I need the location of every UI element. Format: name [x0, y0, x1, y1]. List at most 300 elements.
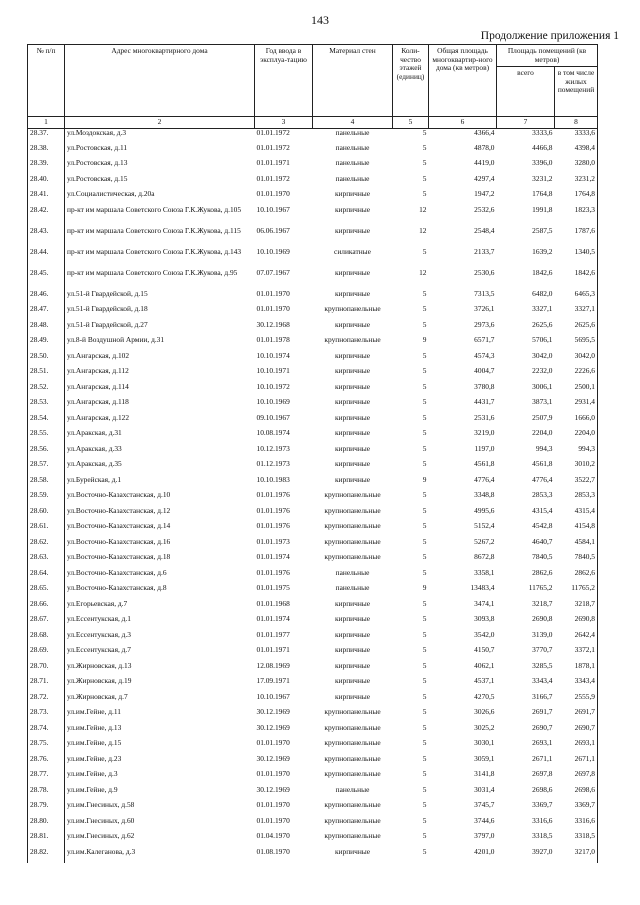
year: 30.12.1969 [256, 723, 290, 732]
row-number: 28.76. [30, 754, 49, 763]
table-row [28, 248, 598, 269]
year: 01.01.1976 [256, 506, 290, 515]
row-number: 28.41. [30, 190, 49, 199]
residential-area: 2853,3 [574, 491, 595, 500]
residential-area: 3333,6 [574, 128, 595, 137]
premises-area: 4561,8 [532, 460, 553, 469]
floors: 5 [422, 128, 427, 137]
floors: 9 [422, 475, 427, 484]
floors: 5 [422, 506, 427, 515]
wall-material: панельные [335, 128, 370, 137]
address: ул.51-й Гвардейской, д.18 [65, 305, 255, 321]
address: пр-кт им маршала Советского Союза Г.К.Жукова, д.105 [65, 206, 255, 227]
floors: 5 [422, 289, 427, 298]
address: ул.им.Гнесиных, д.62 [65, 832, 255, 848]
premises-area: 2204,0 [532, 429, 553, 438]
total-area: 4419,0 [474, 159, 495, 168]
address: ул.Восточно-Казахстанская, д.14 [65, 522, 255, 538]
address: ул.им.Гейне, д.15 [65, 739, 255, 755]
table-row [28, 445, 598, 461]
premises-area: 2587,5 [532, 226, 553, 235]
wall-material: кирпичные [334, 351, 371, 360]
residential-area: 3372,1 [574, 646, 595, 655]
row-number: 28.44. [30, 247, 49, 256]
residential-area: 2555,9 [574, 692, 595, 701]
total-area: 3030,1 [474, 739, 495, 748]
floors: 12 [419, 226, 427, 235]
column-number: 7 [497, 117, 555, 129]
address: ул.им.Калеганова, д.3 [65, 848, 255, 864]
row-number: 28.68. [30, 630, 49, 639]
premises-area: 11765,2 [528, 584, 553, 593]
residential-area: 3522,7 [574, 475, 595, 484]
address: ул.Ессентукская, д.3 [65, 631, 255, 647]
address: пр-кт им маршала Советского Союза Г.К.Жукова, д.143 [65, 248, 255, 269]
floors: 5 [422, 429, 427, 438]
residential-area: 2204,0 [574, 429, 595, 438]
residential-area: 7840,5 [574, 553, 595, 562]
table-row [28, 507, 598, 523]
row-number: 28.65. [30, 584, 49, 593]
year: 07.07.1967 [256, 268, 290, 277]
page-number: 143 [311, 13, 329, 27]
floors: 5 [422, 159, 427, 168]
address: ул.Ессентукская, д.1 [65, 615, 255, 631]
premises-area: 3166,7 [532, 692, 553, 701]
residential-area: 2931,4 [574, 398, 595, 407]
continuation-heading: Продолжение приложения 1 [480, 30, 619, 42]
wall-material: панельные [335, 159, 370, 168]
address: ул.Аракская, д.31 [65, 429, 255, 445]
row-number: 28.56. [30, 444, 49, 453]
table-header [28, 45, 598, 129]
row-number: 28.70. [30, 661, 49, 670]
address: ул.им.Гнесиных, д.58 [65, 801, 255, 817]
table-row [28, 553, 598, 569]
row-number: 28.43. [30, 226, 49, 235]
total-area: 3031,4 [474, 785, 495, 794]
wall-material: кирпичные [334, 444, 371, 453]
row-number: 28.74. [30, 723, 49, 732]
year: 01.01.1970 [256, 289, 290, 298]
address: ул.Моздокская, д.3 [65, 128, 255, 144]
address: ул.Восточно-Казахстанская, д.16 [65, 538, 255, 554]
address: пр-кт им маршала Советского Союза Г.К.Жукова, д.95 [65, 269, 255, 290]
row-number: 28.69. [30, 646, 49, 655]
table-body [28, 128, 598, 863]
row-number: 28.55. [30, 429, 49, 438]
residential-area: 2862,6 [574, 568, 595, 577]
housing-table [27, 44, 598, 863]
table-row [28, 336, 598, 352]
table-row [28, 724, 598, 740]
year: 10.10.1974 [256, 351, 290, 360]
floors: 5 [422, 522, 427, 531]
wall-material: крупнопанельные [324, 832, 381, 841]
wall-material: кирпичные [334, 630, 371, 639]
total-area: 2532,6 [474, 205, 495, 214]
premises-area: 3316,6 [532, 816, 553, 825]
wall-material: кирпичные [334, 646, 371, 655]
premises-area: 3318,5 [532, 832, 553, 841]
premises-area: 2697,8 [532, 770, 553, 779]
table-row [28, 584, 598, 600]
year: 17.09.1971 [256, 677, 290, 686]
total-area: 4270,5 [474, 692, 495, 701]
year: 01.01.1973 [256, 537, 290, 546]
residential-area: 3042,0 [574, 351, 595, 360]
table-row [28, 414, 598, 430]
floors: 12 [419, 268, 427, 277]
total-area: 3059,1 [474, 754, 495, 763]
premises-area: 1842,6 [532, 268, 553, 277]
table-row [28, 693, 598, 709]
address: ул.им.Гейне, д.23 [65, 755, 255, 771]
wall-material: силикатные [334, 247, 371, 256]
floors: 5 [422, 847, 427, 856]
wall-material: крупнопанельные [324, 506, 381, 515]
residential-area: 3280,0 [574, 159, 595, 168]
premises-area: 2853,3 [532, 491, 553, 500]
premises-area: 3927,0 [532, 847, 553, 856]
year: 10.10.1972 [256, 382, 290, 391]
wall-material: крупнопанельные [324, 305, 381, 314]
table-row [28, 786, 598, 802]
wall-material: крупнопанельные [324, 754, 381, 763]
table-row [28, 755, 598, 771]
year: 10.08.1974 [256, 429, 290, 438]
address: ул.Восточно-Казахстанская, д.8 [65, 584, 255, 600]
floors: 5 [422, 739, 427, 748]
total-area: 13483,4 [470, 584, 495, 593]
floors: 5 [422, 568, 427, 577]
table-row [28, 770, 598, 786]
year: 01.08.1970 [256, 847, 290, 856]
row-number: 28.61. [30, 522, 49, 531]
residential-area: 2693,1 [574, 739, 595, 748]
total-area: 3474,1 [474, 599, 495, 608]
year: 01.01.1970 [256, 305, 290, 314]
wall-material: кирпичные [334, 190, 371, 199]
address: ул.им.Гейне, д.3 [65, 770, 255, 786]
residential-area: 3010,2 [574, 460, 595, 469]
residential-area: 1787,6 [574, 226, 595, 235]
total-area: 3780,8 [474, 382, 495, 391]
year: 01.01.1970 [256, 739, 290, 748]
year: 01.01.1970 [256, 190, 290, 199]
premises-area: 2691,7 [532, 708, 553, 717]
column-number: 6 [429, 117, 497, 129]
residential-area: 4315,4 [574, 506, 595, 515]
address: ул.Аракская, д.33 [65, 445, 255, 461]
total-area: 3026,6 [474, 708, 495, 717]
floors: 5 [422, 615, 427, 624]
total-area: 4776,4 [474, 475, 495, 484]
column-number: 5 [393, 117, 429, 129]
residential-area: 2698,6 [574, 785, 595, 794]
wall-material: кирпичные [334, 677, 371, 686]
address: ул.Жирновская, д.7 [65, 693, 255, 709]
row-number: 28.72. [30, 692, 49, 701]
header-address: Адрес многоквартирного дома [65, 45, 255, 117]
column-number: 4 [313, 117, 393, 129]
wall-material: крупнопанельные [324, 723, 381, 732]
wall-material: кирпичные [334, 847, 371, 856]
wall-material: крупнопанельные [324, 770, 381, 779]
floors: 5 [422, 537, 427, 546]
year: 01.01.1970 [256, 770, 290, 779]
table-row [28, 352, 598, 368]
header-total-area: Общая площадь многоквартир-ного дома (кв метров) [429, 45, 497, 117]
residential-area: 6465,3 [574, 289, 595, 298]
premises-area: 3218,7 [532, 599, 553, 608]
row-number: 28.82. [30, 847, 49, 856]
header-number: № п/п [28, 45, 65, 117]
column-number: 2 [65, 117, 255, 129]
residential-area: 3231,2 [574, 174, 595, 183]
address: ул.Ессентукская, д.7 [65, 646, 255, 662]
row-number: 28.71. [30, 677, 49, 686]
wall-material: панельные [335, 785, 370, 794]
floors: 5 [422, 444, 427, 453]
total-area: 3744,6 [474, 816, 495, 825]
row-number: 28.38. [30, 143, 49, 152]
wall-material: кирпичные [334, 661, 371, 670]
premises-area: 2698,6 [532, 785, 553, 794]
wall-material: крупнопанельные [324, 708, 381, 717]
table-row [28, 227, 598, 248]
wall-material: крупнопанельные [324, 537, 381, 546]
row-number: 28.53. [30, 398, 49, 407]
table-row [28, 398, 598, 414]
year: 10.12.1973 [256, 444, 290, 453]
floors: 5 [422, 320, 427, 329]
year: 01.01.1970 [256, 801, 290, 810]
total-area: 4150,7 [474, 646, 495, 655]
address: ул.Восточно-Казахстанская, д.18 [65, 553, 255, 569]
row-number: 28.60. [30, 506, 49, 515]
table-row [28, 832, 598, 848]
column-number: 8 [555, 117, 598, 129]
residential-area: 2642,4 [574, 630, 595, 639]
year: 10.10.1969 [256, 247, 290, 256]
premises-area: 5706,1 [532, 336, 553, 345]
premises-area: 2690,7 [532, 723, 553, 732]
floors: 5 [422, 413, 427, 422]
address: ул.Социалистическая, д.20а [65, 190, 255, 206]
premises-area: 3231,2 [532, 174, 553, 183]
table-row [28, 128, 598, 144]
floors: 5 [422, 174, 427, 183]
total-area: 4537,1 [474, 677, 495, 686]
address: ул.им.Гейне, д.13 [65, 724, 255, 740]
residential-area: 3343,4 [574, 677, 595, 686]
year: 10.10.1967 [256, 205, 290, 214]
premises-area: 7840,5 [532, 553, 553, 562]
address: ул.Аракская, д.35 [65, 460, 255, 476]
total-area: 4431,7 [474, 398, 495, 407]
premises-area: 994,3 [535, 444, 553, 453]
residential-area: 4584,1 [574, 537, 595, 546]
table-row [28, 801, 598, 817]
premises-area: 3006,1 [532, 382, 553, 391]
address: ул.Бурейская, д.1 [65, 476, 255, 492]
premises-area: 3369,7 [532, 801, 553, 810]
year: 01.01.1970 [256, 816, 290, 825]
header-residential: в том числе жилых помещений [555, 67, 598, 117]
floors: 5 [422, 367, 427, 376]
address: ул.им.Гейне, д.11 [65, 708, 255, 724]
total-area: 3219,0 [474, 429, 495, 438]
total-area: 4366,4 [474, 128, 495, 137]
wall-material: кирпичные [334, 599, 371, 608]
floors: 5 [422, 460, 427, 469]
row-number: 28.37. [30, 128, 49, 137]
wall-material: кирпичные [334, 226, 371, 235]
wall-material: кирпичные [334, 413, 371, 422]
address: ул.им.Гнесиных, д.60 [65, 817, 255, 833]
total-area: 4062,1 [474, 661, 495, 670]
total-area: 3358,1 [474, 568, 495, 577]
column-number: 3 [255, 117, 313, 129]
year: 30.12.1969 [256, 754, 290, 763]
residential-area: 1764,8 [574, 190, 595, 199]
total-area: 4574,3 [474, 351, 495, 360]
premises-area: 3139,0 [532, 630, 553, 639]
floors: 5 [422, 305, 427, 314]
row-number: 28.39. [30, 159, 49, 168]
premises-area: 2671,1 [532, 754, 553, 763]
table-row [28, 848, 598, 864]
row-number: 28.47. [30, 305, 49, 314]
floors: 5 [422, 754, 427, 763]
year: 01.12.1973 [256, 460, 290, 469]
premises-area: 2507,9 [532, 413, 553, 422]
table-row [28, 615, 598, 631]
total-area: 4561,8 [474, 460, 495, 469]
wall-material: крупнопанельные [324, 739, 381, 748]
table-row [28, 321, 598, 337]
premises-area: 1764,8 [532, 190, 553, 199]
total-area: 7313,5 [474, 289, 495, 298]
address: ул.Ангарская, д.118 [65, 398, 255, 414]
table-row [28, 491, 598, 507]
total-area: 3745,7 [474, 801, 495, 810]
wall-material: кирпичные [334, 367, 371, 376]
premises-area: 3327,1 [532, 305, 553, 314]
year: 12.08.1969 [256, 661, 290, 670]
row-number: 28.80. [30, 816, 49, 825]
header-wall-material: Материал стен [313, 45, 393, 117]
table-row [28, 269, 598, 290]
table-row [28, 305, 598, 321]
premises-area: 4315,4 [532, 506, 553, 515]
address: ул.Ангарская, д.102 [65, 352, 255, 368]
year: 10.10.1967 [256, 692, 290, 701]
wall-material: панельные [335, 174, 370, 183]
residential-area: 1666,0 [574, 413, 595, 422]
wall-material: панельные [335, 584, 370, 593]
header-total: всего [497, 67, 555, 117]
year: 10.10.1971 [256, 367, 290, 376]
row-number: 28.46. [30, 289, 49, 298]
total-area: 1947,2 [474, 190, 495, 199]
total-area: 8672,8 [474, 553, 495, 562]
wall-material: крупнопанельные [324, 522, 381, 531]
address: ул.Егорьевская, д.7 [65, 600, 255, 616]
row-number: 28.81. [30, 832, 49, 841]
address: ул.Восточно-Казахстанская, д.12 [65, 507, 255, 523]
residential-area: 2697,8 [574, 770, 595, 779]
row-number: 28.75. [30, 739, 49, 748]
year: 30.12.1969 [256, 708, 290, 717]
table-row [28, 144, 598, 160]
residential-area: 1842,6 [574, 268, 595, 277]
row-number: 28.49. [30, 336, 49, 345]
row-number: 28.62. [30, 537, 49, 546]
row-number: 28.42. [30, 205, 49, 214]
address: ул.8-й Воздушной Армии, д.31 [65, 336, 255, 352]
wall-material: панельные [335, 568, 370, 577]
row-number: 28.40. [30, 174, 49, 183]
total-area: 2530,6 [474, 268, 495, 277]
row-number: 28.52. [30, 382, 49, 391]
total-area: 3348,8 [474, 491, 495, 500]
table-row [28, 429, 598, 445]
row-number: 28.54. [30, 413, 49, 422]
residential-area: 3218,7 [574, 599, 595, 608]
address: ул.Ростовская, д.13 [65, 159, 255, 175]
year: 01.01.1978 [256, 336, 290, 345]
total-area: 4297,4 [474, 174, 495, 183]
wall-material: кирпичные [334, 289, 371, 298]
row-number: 28.45. [30, 268, 49, 277]
year: 01.01.1976 [256, 568, 290, 577]
row-number: 28.78. [30, 785, 49, 794]
table-row [28, 383, 598, 399]
total-area: 4878,0 [474, 143, 495, 152]
year: 01.01.1976 [256, 522, 290, 531]
residential-area: 1878,1 [574, 661, 595, 670]
header-floors: Коли-чество этажей (единиц) [393, 45, 429, 117]
table-row [28, 662, 598, 678]
year: 09.10.1967 [256, 413, 290, 422]
year: 06.06.1967 [256, 226, 290, 235]
premises-area: 1991,8 [532, 205, 553, 214]
total-area: 2548,4 [474, 226, 495, 235]
table-row [28, 522, 598, 538]
table-row [28, 677, 598, 693]
residential-area: 2691,7 [574, 708, 595, 717]
total-area: 1197,0 [474, 444, 495, 453]
premises-area: 4542,8 [532, 522, 553, 531]
table-row [28, 476, 598, 492]
wall-material: крупнопанельные [324, 491, 381, 500]
table-row [28, 631, 598, 647]
column-number: 1 [28, 117, 65, 129]
premises-area: 1639,2 [532, 247, 553, 256]
total-area: 3093,8 [474, 615, 495, 624]
total-area: 4004,7 [474, 367, 495, 376]
residential-area: 5695,5 [574, 336, 595, 345]
floors: 5 [422, 247, 427, 256]
wall-material: кирпичные [334, 460, 371, 469]
premises-area: 3285,5 [532, 661, 553, 670]
residential-area: 3316,6 [574, 816, 595, 825]
floors: 5 [422, 785, 427, 794]
premises-area: 3343,4 [532, 677, 553, 686]
residential-area: 3217,0 [574, 847, 595, 856]
